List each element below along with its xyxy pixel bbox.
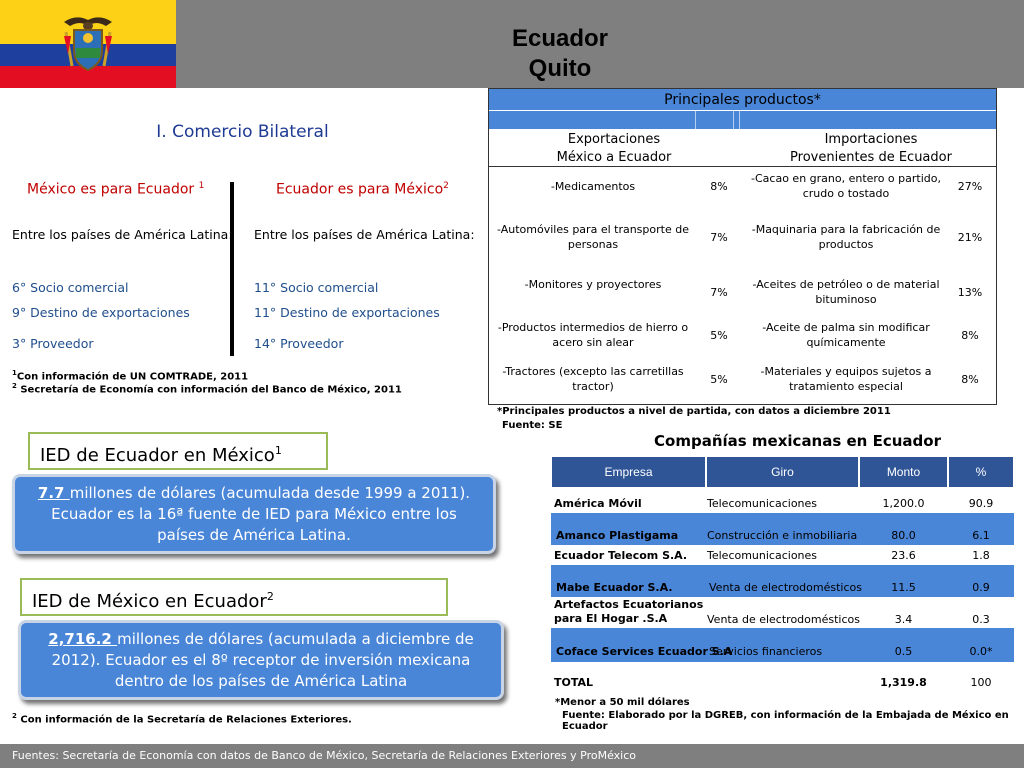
ied-mexico-value: 2,716.2 <box>48 630 118 648</box>
table-row: Artefactos Ecuatorianos para El Hogar .S.A Venta de electrodomésticos 3.4 0.3 <box>554 598 990 626</box>
export-pct: 7% <box>710 231 728 244</box>
export-product: -Medicamentos <box>550 180 636 193</box>
city-title: Quito <box>528 55 592 82</box>
col-header-pct: % <box>948 456 1014 488</box>
table-row: Mabe Ecuador S.A. Venta de electrodomésticos 11.5 0.9 <box>551 565 1014 597</box>
export-pct: 5% <box>710 329 728 342</box>
left-intro: Entre los países de América Latina: <box>12 227 233 242</box>
products-table <box>488 88 997 405</box>
right-item: 14° Proveedor <box>254 336 344 351</box>
import-pct: 21% <box>957 231 983 244</box>
import-product: -Cacao en grano, entero o partido, crudo o tostado <box>751 172 941 200</box>
import-product: -Aceites de petróleo o de material bituminoso <box>752 278 940 306</box>
table-row: Amanco Plastigama Construcción e inmobiliaria 80.0 6.1 <box>551 513 1014 545</box>
exports-header: Exportaciones México a Ecuador <box>556 132 672 165</box>
export-pct: 8% <box>710 180 728 193</box>
ied-ecuador-box: 7.7 millones de dólares (acumulada desde 1999 a 2011). Ecuador es la 16ª fuente de IED para México entre los países de América Latina. <box>12 474 496 554</box>
footer-sources: Fuentes: Secretaría de Economía con datos de Banco de México, Secretaría de Relaciones Exteriores y ProMéxico <box>0 744 1024 768</box>
coat-of-arms-icon <box>62 14 114 74</box>
export-pct: 5% <box>710 373 728 386</box>
left-item: 3° Proveedor <box>12 336 94 351</box>
col-header-empresa: Empresa <box>551 456 706 488</box>
col-header-monto: Monto <box>859 456 948 488</box>
commerce-note-2: $^2$ Secretaría de Economía con información del Banco de México, 2011 <box>12 382 402 396</box>
left-item: 6° Socio comercial <box>12 280 129 295</box>
ecuador-flag <box>0 0 176 88</box>
bilateral-commerce-title: I. Comercio Bilateral <box>156 122 329 142</box>
ied-mexico-box: 2,716.2 millones de dólares (acumulada a diciembre de 2012). Ecuador es el 8º receptor de inversión mexicana dentro de los países de América Latina <box>18 620 504 700</box>
table-row-total: TOTAL 1,319.8 100 <box>554 676 992 689</box>
col-header-giro: Giro <box>706 456 859 488</box>
imports-header: Importaciones Provenientes de Ecuador <box>790 132 952 165</box>
ecuador-for-mexico-heading: Ecuador es para México$^2$ <box>276 181 449 198</box>
import-pct: 27% <box>957 180 983 193</box>
ied-ecuador-label: IED de Ecuador en México$^1$ <box>28 432 328 470</box>
products-source: Fuente: SE <box>502 420 563 431</box>
companies-source: Fuente: Elaborado por la DGREB, con información de la Embajada de México en Ecuador <box>562 710 1009 732</box>
companies-note: *Menor a 50 mil dólares <box>555 697 690 708</box>
right-item: 11° Destino de exportaciones <box>254 305 440 320</box>
ied-mexico-label: IED de México en Ecuador$^2$ <box>20 578 448 616</box>
left-item: 9° Destino de exportaciones <box>12 305 190 320</box>
products-header-divider <box>489 166 996 167</box>
products-note: *Principales productos a nivel de partida, con datos a diciembre 2011 <box>497 406 891 417</box>
import-product: -Materiales y equipos sujetos a tratamiento especial <box>760 365 932 393</box>
products-table-title: Principales productos* <box>489 89 996 111</box>
column-divider <box>230 182 234 356</box>
products-header-band <box>489 111 996 129</box>
import-pct: 8% <box>961 329 979 342</box>
export-product: -Productos intermedios de hierro o acero sin alear <box>497 321 689 349</box>
table-row: América Móvil Telecomunicaciones 1,200.0 90.9 <box>554 497 994 510</box>
import-pct: 13% <box>957 286 983 299</box>
export-product: -Monitores y proyectores <box>524 278 662 291</box>
right-intro: Entre los países de América Latina: <box>254 227 475 242</box>
header-bar <box>0 0 1024 88</box>
import-product: -Aceite de palma sin modificar químicamente <box>762 321 930 349</box>
export-product: -Automóviles para el transporte de personas <box>497 223 689 251</box>
companies-title: Compañías mexicanas en Ecuador <box>654 432 941 450</box>
ied-ecuador-value: 7.7 <box>37 484 70 502</box>
export-pct: 7% <box>710 286 728 299</box>
commerce-note-1: $^1$Con información de UN COMTRADE, 2011 <box>12 369 249 383</box>
export-product: -Tractores (excepto las carretillas tractor) <box>502 365 684 393</box>
table-row: Coface Services Ecuador S.A Servicios financieros 0.5 0.0* <box>551 628 1014 662</box>
country-title: Ecuador <box>511 25 609 52</box>
import-product: -Maquinaria para la fabricación de productos <box>751 223 941 251</box>
table-row: Ecuador Telecom S.A. Telecomunicaciones 23.6 1.8 <box>554 549 990 562</box>
mexico-for-ecuador-heading: México es para Ecuador $^1$ <box>27 181 205 198</box>
right-item: 11° Socio comercial <box>254 280 379 295</box>
ied-source-note: $^2$ Con información de la Secretaría de Relaciones Exteriores. <box>12 712 352 726</box>
import-pct: 8% <box>961 373 979 386</box>
